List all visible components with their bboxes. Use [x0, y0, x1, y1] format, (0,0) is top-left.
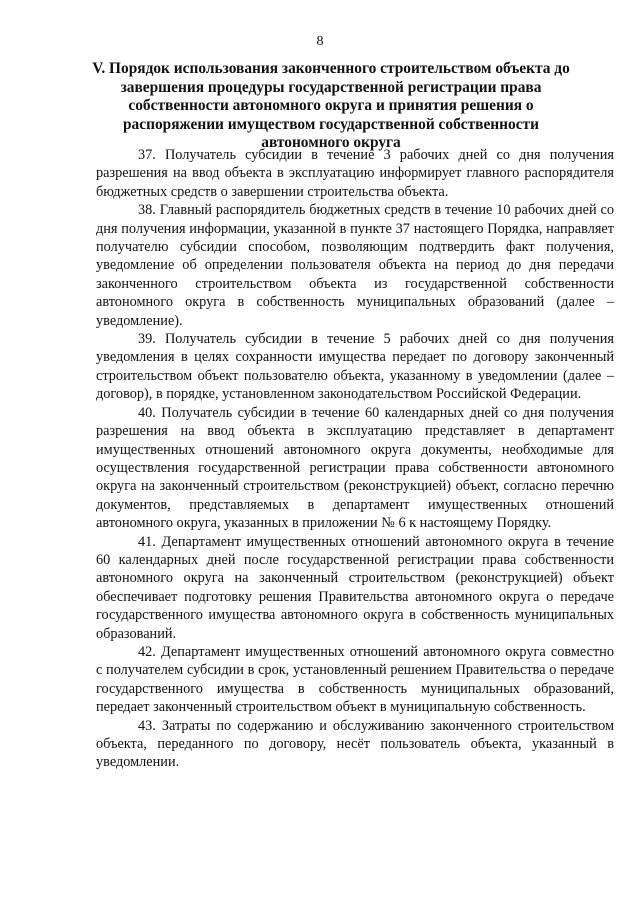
paragraph-38: 38. Главный распорядитель бюджетных средств в течение 10 рабочих дней со дня получения информации, указанной в пункте 37 настоящего Порядка, направляет получателю субсидии способом, позволяющим подтвердить факт получения, уведомление об определении пользователя объекта на период до дня передачи законченного строительством объекта из государственной собственности автономного округа в собственность муниципальных образований (далее – уведомление). — [96, 202, 614, 329]
document-body — [96, 146, 614, 772]
paragraph-37: 37. Получатель субсидии в течение 3 рабочих дней со дня получения разрешения на ввод объекта в эксплуатацию информирует главного распорядителя бюджетных средств о завершении строительства объекта. — [96, 147, 614, 200]
paragraph-39: 39. Получатель субсидии в течение 5 рабочих дней со дня получения уведомления в целях сохранности имущества передает по договору законченный строительством объект пользователю объекта, указанному в уведомлении (далее – договор), в порядке, установленном законодательством Российской Федерации. — [96, 331, 614, 403]
section-title: V. Порядок использования законченного строительством объекта до завершения процедуры государственной регистрации права собственности автономного округа и принятия решения о распоряжении имуществом государственной собственности автономного округа — [92, 60, 570, 151]
paragraph-43: 43. Затраты по содержанию и обслуживанию законченного строительством объекта, переданного по договору, несёт пользователь объекта, указанный в уведомлении. — [96, 717, 614, 771]
paragraph-40: 40. Получатель субсидии в течение 60 календарных дней со дня получения разрешения на ввод объекта в эксплуатацию представляет в департамент имущественных отношений автономного округа документы, необходимые для осуществления государственной регистрации права собственности автономного округа на законченный строительством (реконструкцией) объект, согласно перечню документов, представляемых в департамент имущественных отношений автономного округа, указанных в приложении № 6 к настоящему Порядку. — [96, 404, 614, 532]
page-number: 8 — [316, 34, 324, 49]
paragraph-42: 42. Департамент имущественных отношений автономного округа совместно с получателем субсидии в срок, установленный решением Правительства о передаче государственного имущества в собственность муниципальных образований, передает законченный строительством объект в муниципальную собственность. — [96, 643, 614, 716]
paragraph-41: 41. Департамент имущественных отношений автономного округа в течение 60 календарных дней после государственной регистрации права собственности автономного округа на законченный строительством (реконструкцией) объект обеспечивает подготовку решения Правительства автономного округа о передаче государственного имущества автономного округа в собственность муниципальных образований. — [96, 533, 614, 642]
